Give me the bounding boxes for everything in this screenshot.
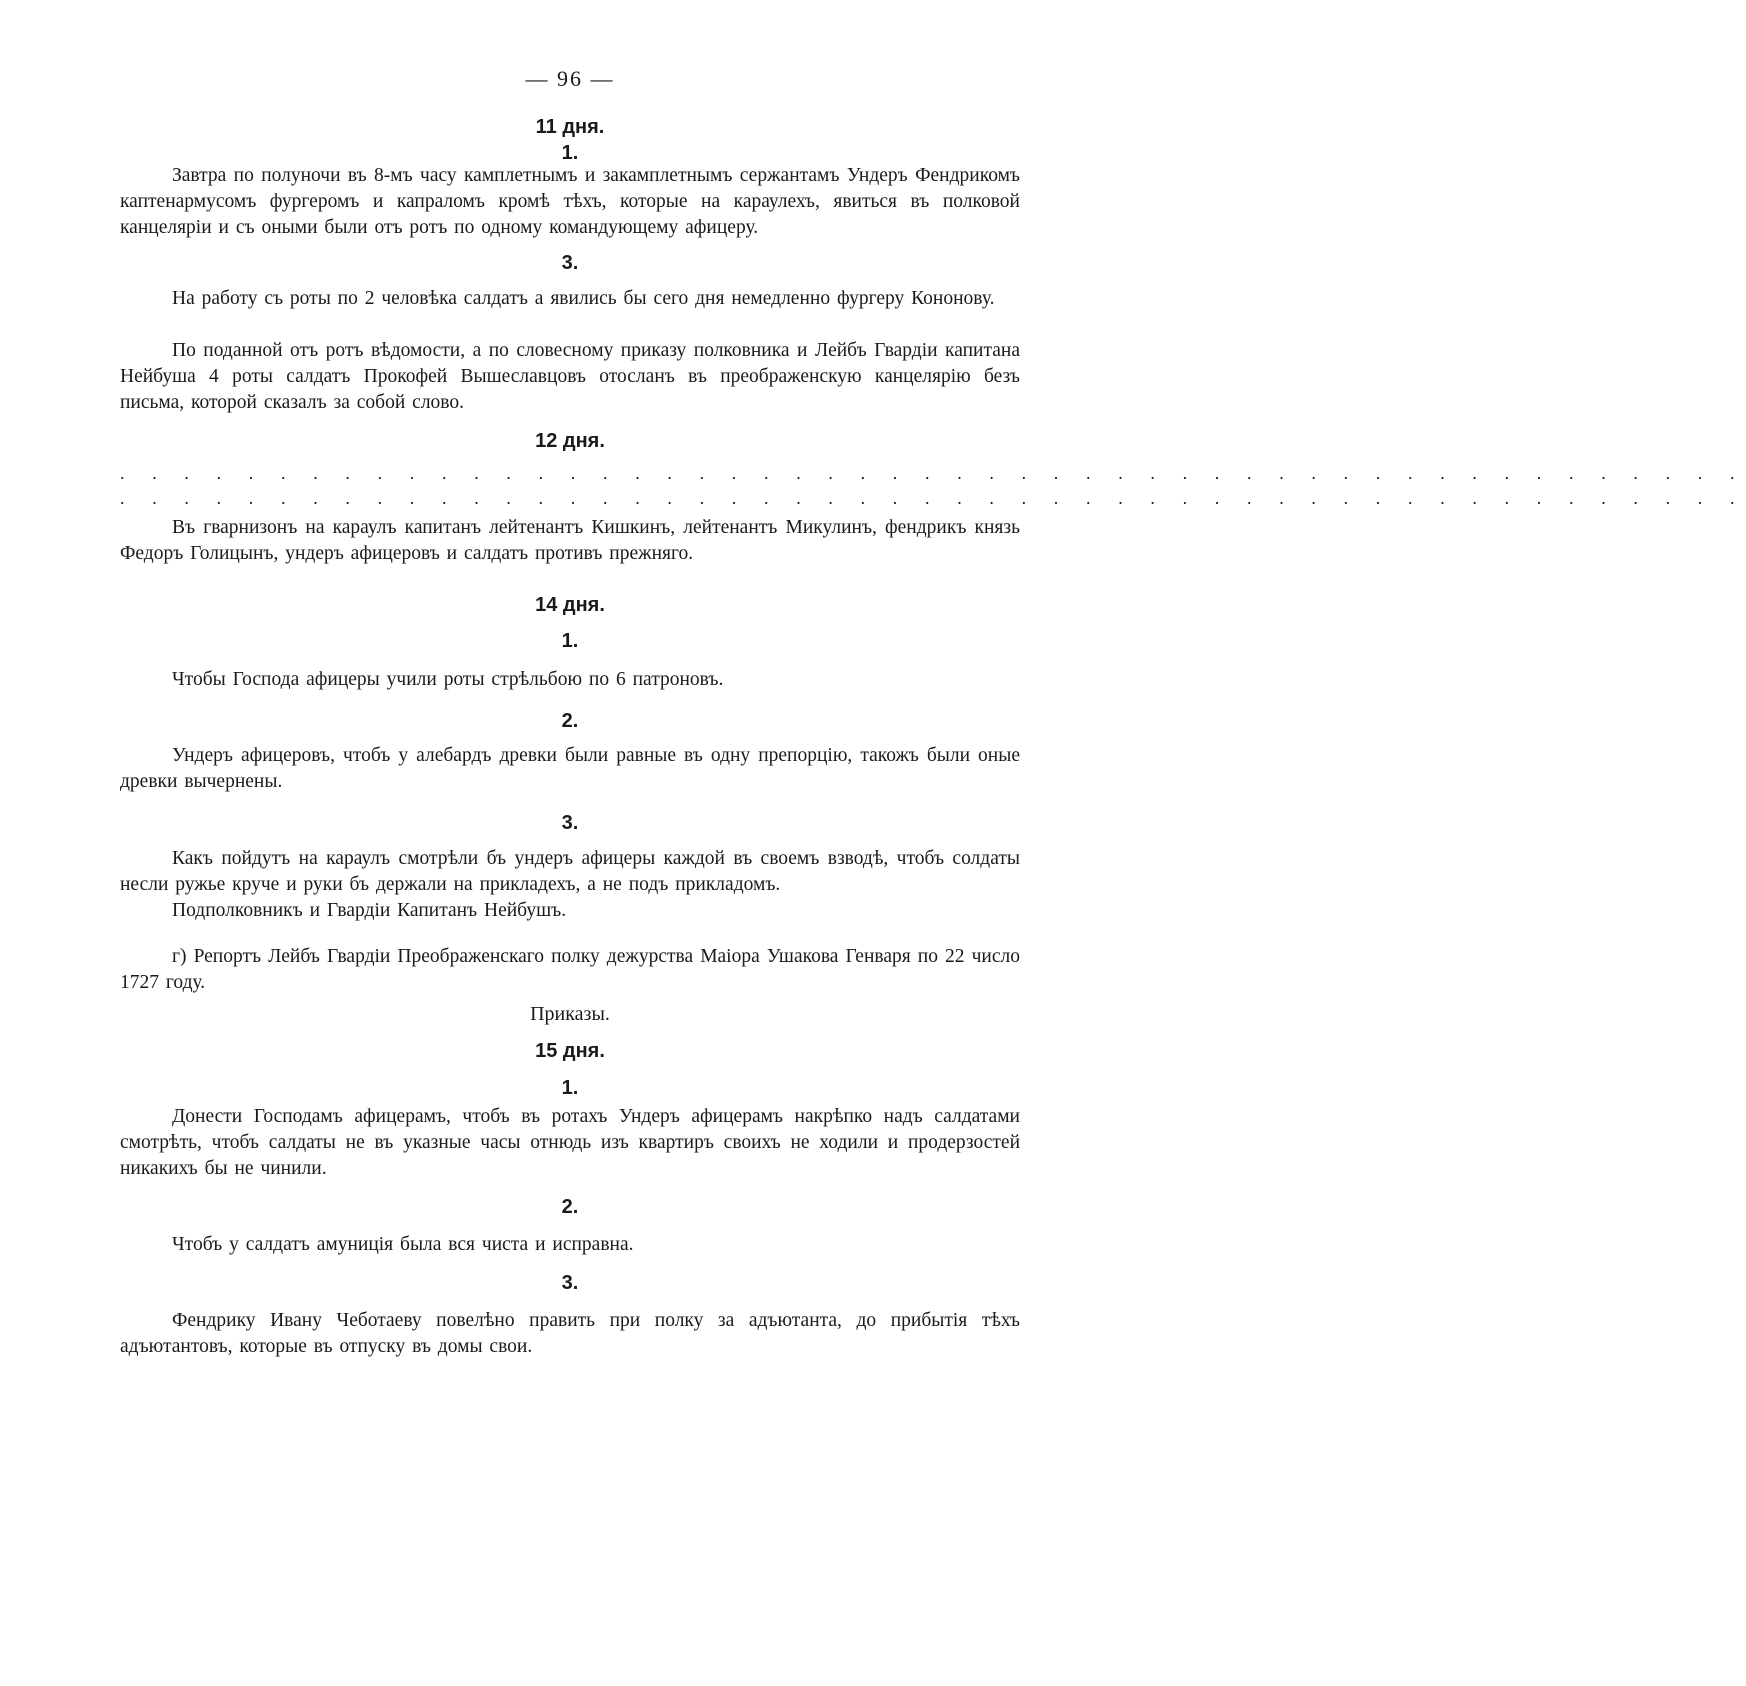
paragraph: Чтобъ у салдатъ амуниція была вся чиста и исправна. — [172, 1234, 634, 1255]
paragraph: Донести Господамъ афицерамъ, чтобъ въ ротахъ Ундеръ афицерамъ накрѣпко надъ салдатами смотрѣть, чтобъ салдаты не въ указные часы отнюдь изъ квартиръ своихъ не ходили и продерзостей никакихъ бы не чинили. — [120, 1106, 1020, 1179]
heading-day-12: 12 дня. — [535, 430, 605, 452]
page-number: — 96 — — [525, 66, 615, 91]
paragraph: На работу съ роты по 2 человѣка салдатъ а явились бы сего дня немедленно фургеру Кононову. — [172, 288, 995, 309]
paragraph: Какъ пойдутъ на караулъ смотрѣли бъ ундеръ афицеры каждой въ своемъ взводѣ, чтобъ солдаты несли ружье круче и руки бъ держали на прикладехъ, а не подъ прикладомъ. — [120, 848, 1020, 895]
report-paragraph: г) Репортъ Лейбъ Гвардіи Преображенскаго полку дежурства Маіора Ушакова Генваря по 22 число 1727 году. — [120, 946, 1020, 993]
item-number-1: 1. — [561, 142, 579, 164]
ellipsis-line: . . . . . . . . . . . . . . . . . . . . . . . . . . . . . . . . . . . . . . . . . . . . . . . . . . . — [120, 463, 1746, 483]
paragraph: Фендрику Ивану Чеботаеву повелѣно править при полку за адъютанта, до прибытія тѣхъ адъютантовъ, которые въ отпуску въ домы свои. — [120, 1310, 1020, 1357]
orders-heading: Приказы. — [530, 1003, 610, 1025]
heading-day-14: 14 дня. — [535, 594, 605, 616]
paragraph: Ундеръ афицеровъ, чтобъ у алебардъ древки были равные въ одну препорцію, такожъ были оные древки вычернены. — [120, 745, 1020, 792]
ellipsis-line: . . . . . . . . . . . . . . . . . . . . . . . . . . . . . . . . . . . . . . . . . . . . . . . . . . . — [120, 488, 1746, 508]
signature: Подполковникъ и Гвардіи Капитанъ Нейбушъ. — [172, 900, 567, 921]
item-number-1: 1. — [561, 1077, 579, 1099]
paragraph: Завтра по полуночи въ 8-мъ часу камплетнымъ и закамплетнымъ сержантамъ Ундеръ Фендрикомъ каптенармусомъ фургеромъ и капраломъ кромѣ тѣхъ, которые на караулехъ, явиться въ полковой канцеляріи и съ оными были отъ ротъ по одному командующему афицеру. — [120, 165, 1020, 238]
paragraph: По поданной отъ ротъ вѣдомости, а по словесному приказу полковника и Лейбъ Гвардіи капитана Нейбуша 4 роты салдатъ Прокофей Вышеславцовъ отосланъ въ преображенскую канцелярію безъ письма, которой сказалъ за собой слово. — [120, 340, 1020, 413]
item-number-3: 3. — [561, 812, 579, 834]
item-number-3: 3. — [561, 252, 579, 274]
item-number-2: 2. — [561, 710, 579, 732]
item-number-1: 1. — [561, 630, 579, 652]
paragraph: Въ гварнизонъ на караулъ капитанъ лейтенантъ Кишкинъ, лейтенантъ Микулинъ, фендрикъ князь Федоръ Голицынъ, ундеръ афицеровъ и салдатъ противъ прежняго. — [120, 517, 1020, 564]
item-number-2: 2. — [561, 1196, 579, 1218]
paragraph: Чтобы Господа афицеры учили роты стрѣльбою по 6 патроновъ. — [172, 669, 724, 690]
item-number-3: 3. — [561, 1272, 579, 1294]
document-page — [120, 0, 1746, 1686]
heading-day-15: 15 дня. — [535, 1040, 605, 1062]
heading-day-11: 11 дня. — [535, 116, 605, 138]
